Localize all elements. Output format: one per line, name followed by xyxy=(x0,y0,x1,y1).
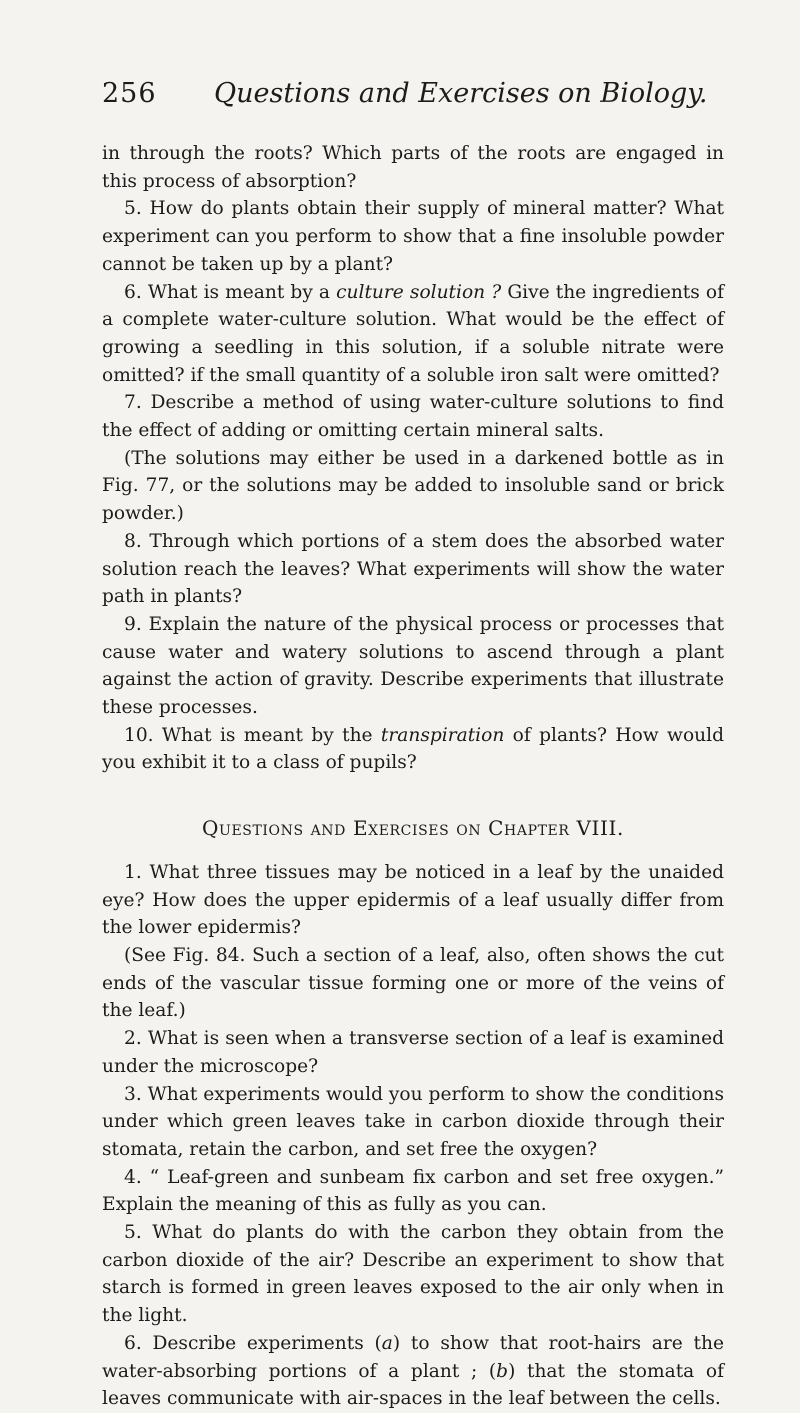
page-number: 256 xyxy=(102,78,157,109)
running-title: Questions and Exercises on Biology. xyxy=(214,78,708,109)
running-head xyxy=(102,78,722,118)
question-2: 2. What is seen when a transverse section of a leaf is examined under the microscope? xyxy=(102,1028,724,1077)
question-1: 1. What three tissues may be noticed in a leaf by the unaided eye? How does the upper epidermis of a leaf usually differ from the lower epidermis? xyxy=(102,861,724,939)
question-6: 6. What is meant by a culture solution ? Give the ingredients of a complete water-culture solution. What would be the effect of growing a seedling in this solution, if a soluble nitrate were omitted? if the small quantity of a soluble iron salt were omitted? xyxy=(102,281,724,386)
question-3: 3. What experiments would you perform to show the conditions under which green leaves take in carbon dioxide through their stomata, retain the carbon, and set free the oxygen? xyxy=(102,1083,724,1160)
body-text xyxy=(102,140,724,1413)
question-4: 4. “ Leaf-green and sunbeam fix carbon and set free oxygen.” Explain the meaning of this as fully as you can. xyxy=(102,1166,724,1216)
note-fig-77: (The solutions may either be used in a darkened bottle as in Fig. 77, or the solutions may be added to insoluble sand or brick powder.) xyxy=(102,447,724,525)
question-7: 7. Describe a method of using water-culture solutions to find the effect of adding or omitting certain mineral salts. xyxy=(102,392,724,442)
question-6b: 6. Describe experiments (a) to show that root-hairs are the water-absorbing portions of a plant ; (b) that the stomata of leaves communicate with air-spaces in the leaf between the cells. xyxy=(102,1332,724,1410)
question-5b: 5. What do plants do with the carbon they obtain from the carbon dioxide of the air? Describe an experiment to show that starch is formed in green leaves exposed to the air only when in the light. xyxy=(102,1222,724,1327)
paragraph-continuation: in through the roots? Which parts of the roots are engaged in this process of absorption? xyxy=(102,143,724,192)
question-8: 8. Through which portions of a stem does the absorbed water solution reach the leaves? What experiments will show the water path in plants? xyxy=(102,530,724,608)
note-fig-84: (See Fig. 84. Such a section of a leaf, also, often shows the cut ends of the vascular tissue forming one or more of the veins of the leaf.) xyxy=(102,944,724,1022)
question-10: 10. What is meant by the transpiration of plants? How would you exhibit it to a class of pupils? xyxy=(102,724,724,774)
section-heading: Questions and Exercises on Chapter VIII. xyxy=(202,816,624,841)
question-9: 9. Explain the nature of the physical process or processes that cause water and watery solutions to ascend through a plant against the action of gravity. Describe experiments that illustrate these processes. xyxy=(102,613,724,719)
question-5: 5. How do plants obtain their supply of mineral matter? What experiment can you perform to show that a fine insoluble powder cannot be taken up by a plant? xyxy=(102,198,724,275)
